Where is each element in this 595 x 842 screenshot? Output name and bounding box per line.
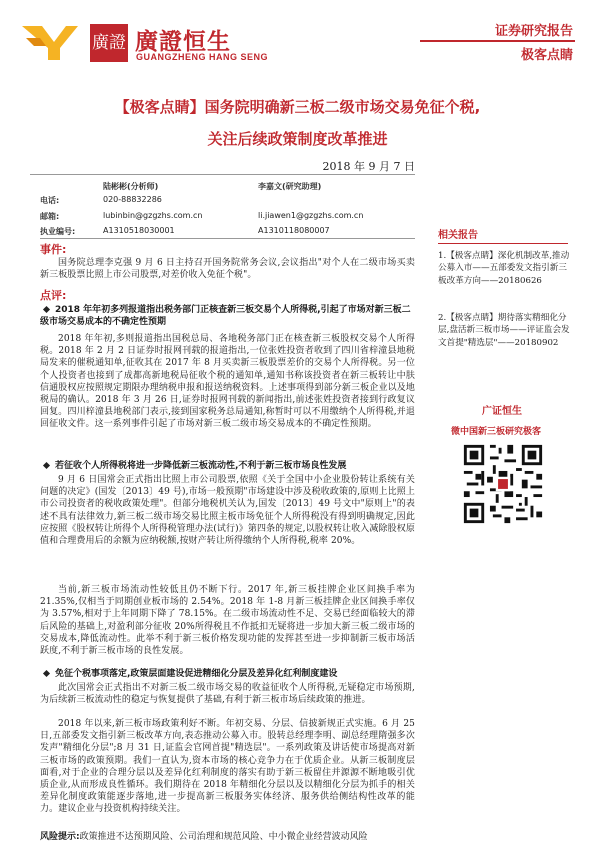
related-report-1[interactable]: 1.【极客点睛】深化机制改革,推动公募入市——五部委发文指引新三板改革方向——20180626 — [438, 251, 570, 286]
bullet-para-3b: 2018 年以来,新三板市场政策利好不断。年初交易、分层、信披新规正式实施。6 月 25 日,五部委发文指引新三板改革方向,表态推动公募入市。股转总经理李明、副总经理隋强多次发声"精细化分层";8 月 31 日,证监会官网首提"精选层"。一系列政策及讲话使市场提高对新三板市场的政策预期。我们一直认为,资本市场的核心竞争力在于优质企业。从新三板制度层面看,对于企业的合理分层以及差异化红利制度的落实有助于新三板留住并源源不断地吸引优质企业,从而形成良性循环。我们期待在 2018 年精细化分层以及以精细化分层为抓手的相关差异化制度政策能逐步落地,进一步提高新三板服务实体经济、服务供给侧结构性改革的能力。建议企业与投资机构持续关注。 — [40, 719, 415, 815]
bullet-heading-3: 免征个税事项落定,政策层面建设促进精细化分层及差异化红利制度建设 — [40, 668, 418, 680]
report-type: 证券研究报告 — [494, 24, 573, 39]
bullet-heading-1: 2018 年年初多列报道指出税务部门正核查新三板交易个人所得税,引起了市场对新三板二级市场交易成本的不确定性预期 — [40, 305, 411, 328]
comment-heading: 点评: — [40, 289, 67, 302]
bullet-heading-2: 若征收个人所得税将进一步降低新三板流动性,不利于新三板市场良性发展 — [40, 460, 418, 472]
logo-box: 廣證 — [90, 24, 128, 62]
logo-mark — [20, 22, 80, 62]
analyst-divider — [40, 238, 415, 239]
email-value-2[interactable]: li.jiawen1@gzgzhs.com.cn — [258, 211, 364, 220]
related-report-2[interactable]: 2.【极客点睛】期待落实精细化分层,盘活新三板市场——评证监会发文首提"精选层"——20180902 — [438, 313, 570, 348]
sidebar-brand: 广证恒生 — [482, 406, 522, 417]
event-heading: 事件: — [40, 243, 67, 256]
analyst-name-1: 陆彬彬(分析师) — [103, 182, 159, 191]
bullet-para-2b: 当前,新三板市场流动性较低且仍不断下行。2017 年,新三板挂牌企业区间换手率为 21.35%,仅相当于同期创业板市场的 2.54%。2018 年 1-8 月新三板挂牌企业区间换手率仅为 3.57%,相对于上年同期下降了 78.15%。在二级市场流动性不足、交易已经面临较大的滞后风险的基础上,对盈利部分征收 20%所得税且不作抵扣无疑将进一步加大新三板二级市场的交易成本,降低流动性。此举不利于新三板价格发现功能的发挥甚至进一步抑制新三板市场活跃度,不利于新三板市场的良性发展。 — [40, 585, 415, 657]
qr-code-icon[interactable] — [461, 442, 545, 526]
bullet-diamond-icon — [43, 669, 50, 676]
brand-name-cn: 廣證恒生 — [135, 29, 231, 55]
license-label: 执业编号: — [40, 227, 76, 236]
brand-name-en: GUANGZHENG HANG SENG — [136, 52, 269, 62]
related-divider — [438, 243, 568, 244]
header-divider — [420, 40, 575, 42]
license-value-1: A1310518030001 — [103, 226, 175, 235]
title-line-1: 【极客点睛】国务院明确新三板二级市场交易免征个税, — [114, 98, 481, 116]
report-date: 2018 年 9 月 7 日 — [322, 160, 415, 173]
title-divider — [30, 174, 415, 175]
bullet-diamond-icon — [43, 461, 50, 468]
report-series: 极客点睛 — [520, 48, 573, 63]
sidebar-wechat: 微中国新三板研究极客 — [451, 427, 542, 437]
analyst-name-2: 李嘉文(研究助理) — [258, 182, 322, 191]
bullet-diamond-icon — [43, 305, 50, 312]
bullet-para-1: 2018 年年初,多则报道指出国税总局、各地税务部门正在核查新三板股权交易个人所得税。2018 年 2 月 2 日证券时报网刊载的报道指出,一位张姓投资者收到了四川省梓潼县地税局发来的催税通知单,征收其在 2017 年 8 月买卖新三板股票差价的交易个人所得税。另一位个人投资者也接到了成都高新地税局征收个税的通知单,通知书称该投资者在新三板转让中肤信通股权应按照规定期限办理纳税申报和报送纳税资料。上述事项得到部分新三板企业以及地税局的确认。2018 年 3 月 26 日,证券时报网刊载的新闻指出,前述张姓投资者接到行政复议回复。四川梓潼县地税部门表示,接到国家税务总局通知,称暂时可以不用缴纳个人所得税,并退回征收文件。这一系列事件引起了市场对新三板二级市场交易成本的不确定性预期。 — [40, 334, 415, 430]
title-line-2: 关注后续政策制度改革推进 — [207, 130, 388, 148]
event-text: 国务院总理李克强 9 月 6 日主持召开国务院常务会议,会议指出"对个人在二级市场买卖新三板股票比照上市公司股票,对差价收入免征个税"。 — [40, 258, 415, 281]
bullet-para-2a: 9 月 6 日国常会正式指出比照上市公司股票,依照《关于全国中小企业股份转让系统有关问题的决定》(国发〔2013〕49 号),市场一般预期"市场建设中涉及税收政策的,原则上比照上市公司投资者的税收政策处理"。但部分地税机关认为,国发〔2013〕49 号文中"原则上"的表述不具有法律效力,新三板二级市场交易比照主板市场免征个人所得税没有得到明确规定,因此应按照《股权转让所得个人所得税管理办法(试行)》第四条的规定,以股权转让收入减除股权原值和合理费用后的余额为应纳税额,按财产转让所得缴纳个人所得税,税率 20%。 — [40, 475, 415, 547]
email-value-1[interactable]: lubinbin@gzgzhs.com.cn — [103, 211, 203, 220]
risk-line: 风险提示:政策推进不达预期风险、公司治理和规范风险、中小微企业经营波动风险 — [40, 832, 368, 842]
license-value-2: A1310118080007 — [258, 226, 330, 235]
email-label: 邮箱: — [40, 212, 60, 221]
bullet-para-3a: 此次国常会正式指出不对新三板二级市场交易的收益征收个人所得税,无疑稳定市场预期,为后续新三板流动性的稳定与恢复提供了基础,有利于新三板市场后续政策的推进。 — [40, 683, 415, 706]
phone-label: 电话: — [40, 196, 60, 205]
phone-value: 020-88832286 — [103, 195, 162, 204]
related-reports-heading: 相关报告 — [438, 230, 478, 241]
